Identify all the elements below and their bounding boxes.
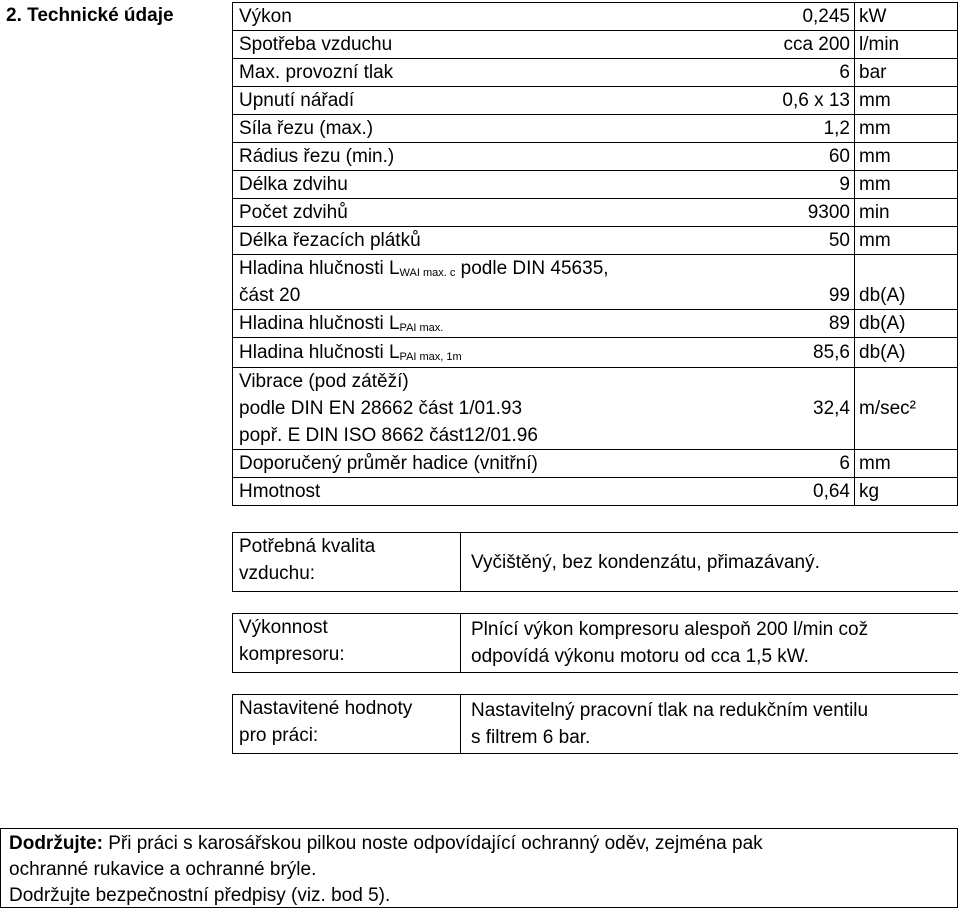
hose-value: 6 — [664, 450, 855, 478]
vibration-line2: podle DIN EN 28662 část 1/01.93 — [239, 398, 523, 419]
spec-row-vibration — [233, 368, 958, 450]
spec-value: 6 — [664, 59, 855, 87]
spec-label: Rádius řezu (min.) — [233, 143, 665, 171]
safety-note-line1: Dodržujte: Při práci s karosářskou pilkou noste odpovídající ochranný oděv, zejména pak — [9, 833, 763, 854]
spec-row-weight — [233, 478, 958, 506]
requirement-value-line1: Plnící výkon kompresoru alespoň 200 l/min což — [471, 619, 869, 640]
spec-row — [233, 227, 958, 255]
spec-row — [233, 199, 958, 227]
vibration-line3: popř. E DIN ISO 8662 část12/01.96 — [239, 425, 538, 446]
spec-value: 0,245 — [664, 3, 855, 31]
spec-row — [233, 31, 958, 59]
spec-label: Výkon — [233, 3, 665, 31]
spec-unit: mm — [855, 227, 958, 255]
requirement-value-line1: Nastavitelný pracovní tlak na redukčním ventilu — [471, 700, 869, 721]
spec-value: cca 200 — [664, 31, 855, 59]
weight-value: 0,64 — [664, 478, 855, 506]
noise1-value: 99 — [664, 255, 855, 310]
requirement-air-quality — [232, 532, 958, 592]
vibration-value: 32,4 — [664, 368, 855, 450]
noise2-unit: db(A) — [855, 310, 958, 338]
requirement-key-line2: kompresoru: — [239, 644, 345, 665]
spec-unit: min — [855, 199, 958, 227]
spec-unit: l/min — [855, 31, 958, 59]
spec-value: 60 — [664, 143, 855, 171]
spec-row-noise-2: Hladina hlučnosti $L_{PAI max.}$ 89 db(A) — [233, 310, 958, 338]
specs-table-body — [233, 3, 958, 506]
weight-unit: kg — [855, 478, 958, 506]
weight-label: Hmotnost — [233, 478, 665, 506]
requirement-value-line2: odpovídá výkonu motoru od cca 1,5 kW. — [471, 646, 809, 667]
spec-unit: mm — [855, 115, 958, 143]
specs-table — [232, 2, 958, 506]
hose-unit: mm — [855, 450, 958, 478]
spec-row — [233, 143, 958, 171]
spec-value: 1,2 — [664, 115, 855, 143]
noise2-value: 89 — [664, 310, 855, 338]
spec-label: Spotřeba vzduchu — [233, 31, 665, 59]
spec-value: 50 — [664, 227, 855, 255]
requirement-settings — [232, 694, 958, 754]
hose-label: Doporučený průměr hadice (vnitřní) — [233, 450, 665, 478]
requirement-key-line2: pro práci: — [239, 725, 319, 746]
spec-row — [233, 171, 958, 199]
noise3-value: 85,6 — [664, 338, 855, 368]
requirement-key-line2: vzduchu: — [239, 563, 316, 584]
requirement-compressor — [232, 613, 958, 673]
spec-row — [233, 87, 958, 115]
spec-row-hose — [233, 450, 958, 478]
requirement-value-line1: Vyčištěný, bez kondenzátu, přimazávaný. — [471, 551, 820, 573]
spec-label: Délka zdvihu — [233, 171, 665, 199]
spec-label: Počet zdvihů — [233, 199, 665, 227]
spec-label: Délka řezacích plátků — [233, 227, 665, 255]
noise2-label: Hladina hlučnosti L — [239, 313, 400, 334]
spec-label: Upnutí nářadí — [233, 87, 665, 115]
spec-row-noise-1 — [233, 255, 958, 310]
spec-row — [233, 59, 958, 87]
spec-row-noise-3: Hladina hlučnosti $L_{PAI max, 1m}$ 85,6 db(A) — [233, 338, 958, 368]
noise1-label-line2: část 20 — [239, 285, 301, 306]
spec-value: 9300 — [664, 199, 855, 227]
spec-label: Síla řezu (max.) — [233, 115, 665, 143]
vibration-line1: Vibrace (pod zátěží) — [239, 371, 409, 392]
section-title: 2. Technické údaje — [6, 5, 174, 26]
spec-unit: mm — [855, 87, 958, 115]
noise3-unit: db(A) — [855, 338, 958, 368]
spec-row — [233, 3, 958, 31]
noise1-unit: db(A) — [855, 255, 958, 310]
requirement-key-line1: Výkonnost — [239, 617, 328, 638]
noise3-label: Hladina hlučnosti L — [239, 342, 400, 363]
safety-note-line2: ochranné rukavice a ochranné brýle. — [9, 859, 317, 880]
spec-unit: bar — [855, 59, 958, 87]
spec-unit: kW — [855, 3, 958, 31]
noise1-label-line1: Hladina hlučnosti $L_{WAI max. c}$ podle DIN 45635, — [239, 258, 609, 279]
spec-label: Max. provozní tlak — [233, 59, 665, 87]
spec-unit: mm — [855, 143, 958, 171]
spec-unit: mm — [855, 171, 958, 199]
safety-note-bold: Dodržujte: — [9, 833, 103, 854]
spec-row — [233, 115, 958, 143]
requirement-key-line1: Nastavitené hodnoty — [239, 698, 413, 719]
requirement-key-line1: Potřebná kvalita — [239, 536, 376, 557]
requirement-value-line2: s filtrem 6 bar. — [471, 727, 591, 748]
vibration-unit: m/sec² — [855, 368, 958, 450]
safety-note — [0, 828, 958, 908]
spec-value: 9 — [664, 171, 855, 199]
safety-note-line3: Dodržujte bezpečnostní předpisy (viz. bod 5). — [9, 885, 391, 906]
spec-value: 0,6 x 13 — [664, 87, 855, 115]
